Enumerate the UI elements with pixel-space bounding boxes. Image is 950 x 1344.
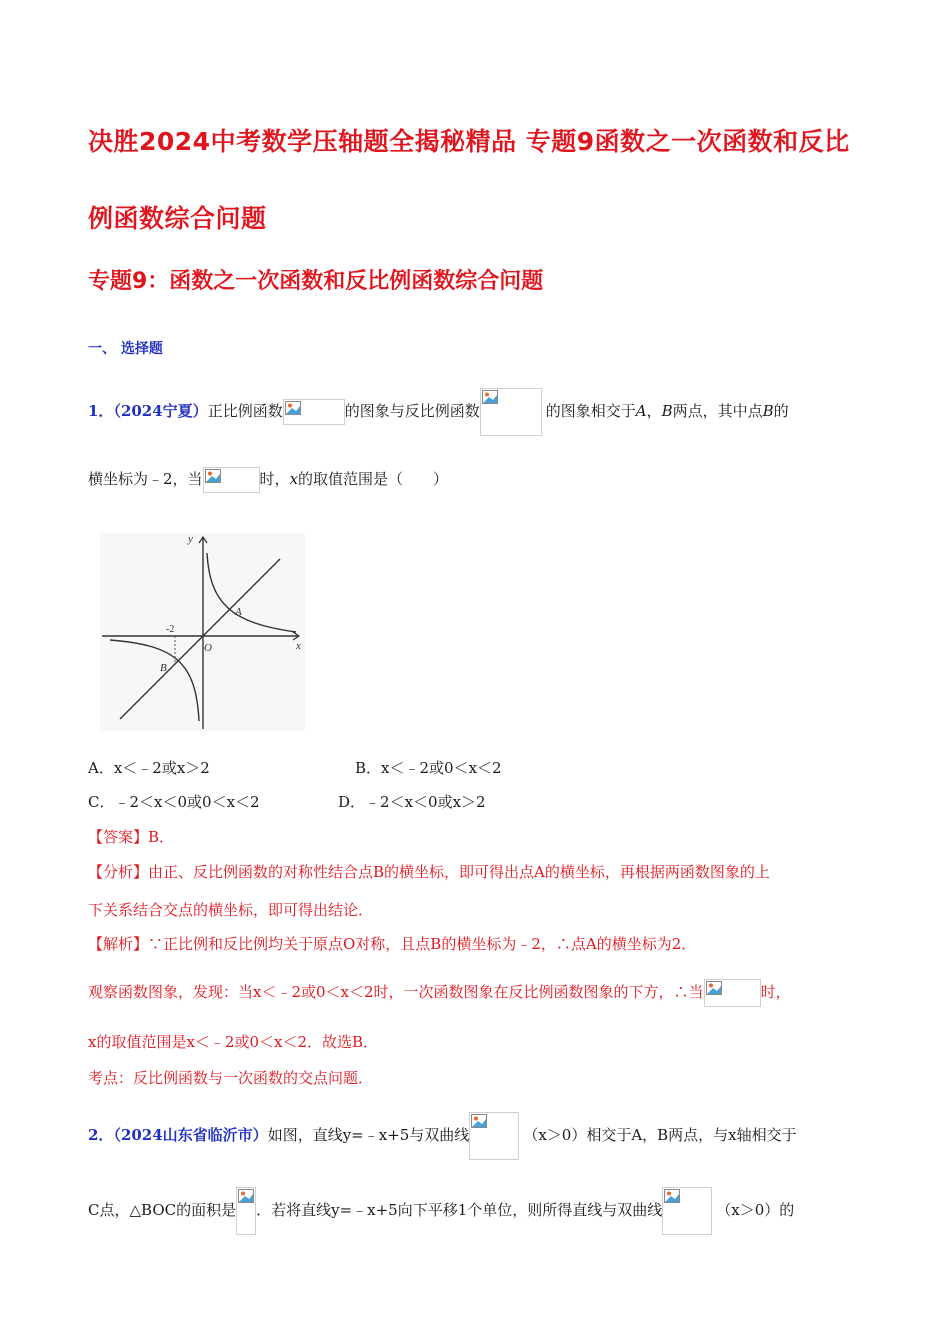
doc-title-line2: 例函数综合问题	[88, 204, 267, 233]
solution-line3: x的取值范围是x＜﹣2或0＜x＜2．故选B．	[88, 1033, 379, 1051]
q1-text: 横坐标为﹣2，当	[88, 470, 203, 488]
option-c-text: ﹣2＜x＜0或0＜x＜2	[114, 793, 260, 811]
analysis-line1: 【分析】由正、反比例函数的对称性结合点B的横坐标，即可得出点A的横坐标，再根据两函数图象的上	[88, 863, 770, 881]
formula-image-icon	[480, 388, 542, 436]
option-b	[355, 757, 502, 778]
formula-image-icon	[662, 1187, 712, 1235]
tick-label-neg2: -2	[166, 624, 175, 635]
origin-label: O	[204, 642, 212, 654]
point-b-label: B	[160, 662, 167, 674]
solution-text: 观察函数图象，发现：当x＜﹣2或0＜x＜2时，一次函数图象在反比例函数图象的下方，∴当	[88, 983, 704, 1001]
q2-text: （x＞0）相交于A，B两点，与x轴相交于	[523, 1126, 797, 1144]
q1-text: 时，	[259, 470, 290, 488]
q2-line1	[88, 1112, 797, 1160]
q1-line1	[88, 388, 789, 436]
formula-image-icon	[203, 467, 260, 493]
formula-image-icon	[283, 399, 345, 425]
q1-text: ，	[646, 402, 662, 420]
q1-source: （2024宁夏）	[113, 402, 208, 420]
q1-text: A	[635, 402, 647, 420]
option-b-text: x＜﹣2或0＜x＜2	[381, 759, 502, 777]
q1-number: 1．	[88, 402, 114, 420]
formula-image-icon	[469, 1112, 519, 1160]
function-graph	[100, 533, 305, 731]
q2-text: （x＞0）的	[716, 1201, 795, 1219]
q1-text: B	[661, 402, 673, 420]
solution-line2	[88, 979, 791, 1007]
section-heading: 一、 选择题	[88, 341, 163, 357]
q1-line2	[88, 467, 448, 493]
solution-line1: 【解析】∵正比例和反比例均关于原点O对称，且点B的横坐标为﹣2，∴点A的横坐标为2．	[88, 935, 697, 953]
q1-text: 两点，其中点	[672, 402, 763, 420]
option-b-label: B．	[355, 759, 382, 777]
option-a	[88, 757, 210, 778]
option-d-label: D．	[338, 793, 366, 811]
doc-title-line1: 决胜2024中考数学压轴题全揭秘精品 专题9函数之一次函数和反比	[88, 127, 850, 156]
option-c-label: C．	[88, 793, 115, 811]
option-d	[338, 791, 486, 812]
q2-text: ．若将直线y=﹣x+5向下平移1个单位，则所得直线与双曲线	[256, 1201, 663, 1219]
analysis-line2: 下关系结合交点的横坐标，即可得出结论．	[88, 901, 374, 919]
kaodian-line: 考点：反比例函数与一次函数的交点问题．	[88, 1069, 374, 1087]
option-d-text: ﹣2＜x＜0或x＞2	[365, 793, 486, 811]
q2-number: 2．	[88, 1126, 114, 1144]
q1-text: x	[289, 470, 299, 488]
q1-text: 的	[773, 402, 789, 420]
formula-image-icon	[704, 979, 761, 1007]
formula-image-icon	[236, 1187, 256, 1235]
q1-text: B	[762, 402, 774, 420]
q1-text: 的图象相交于	[545, 402, 636, 420]
q1-text: 的图象与反比例函数	[344, 402, 480, 420]
q2-text: C点，△BOC的面积是	[88, 1201, 237, 1219]
answer-line: 【答案】B．	[88, 828, 175, 846]
x-axis-label: x	[296, 640, 301, 652]
doc-subtitle: 专题9：函数之一次函数和反比例函数综合问题	[88, 269, 544, 294]
q2-source: （2024山东省临沂市）	[113, 1126, 268, 1144]
option-a-label: A．	[88, 759, 114, 777]
q2-text: 如图，直线y=﹣x+5与双曲线	[267, 1126, 470, 1144]
q2-line2	[88, 1187, 794, 1235]
q1-text: 正比例函数	[207, 402, 283, 420]
q1-text: 的取值范围是（ ）	[298, 470, 449, 488]
solution-text: 时，	[760, 983, 791, 1001]
point-a-label: A	[235, 606, 242, 618]
option-c	[88, 791, 260, 812]
y-axis-label: y	[188, 533, 193, 545]
option-a-text: x＜﹣2或x＞2	[113, 759, 210, 777]
